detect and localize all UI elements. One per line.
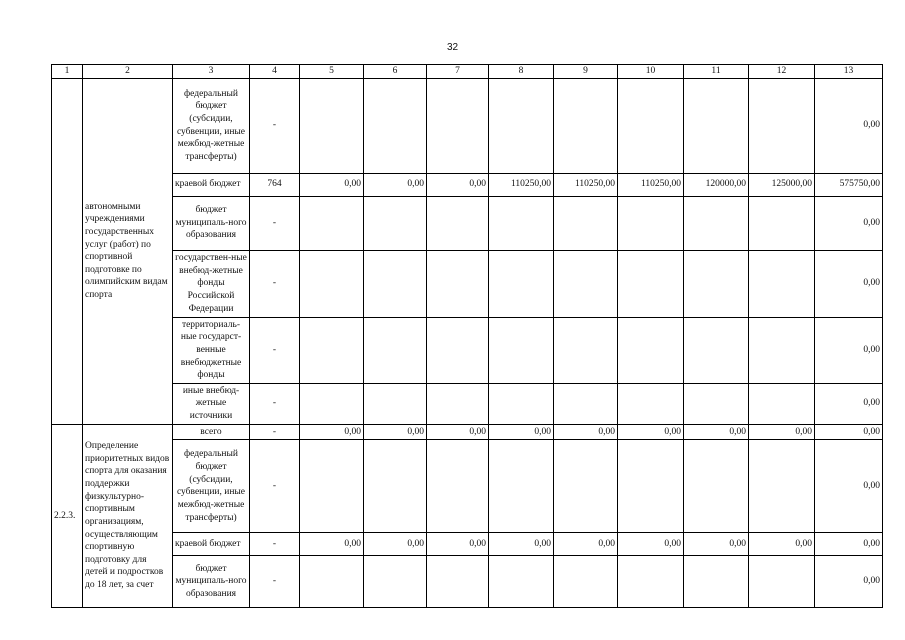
value-cell: [364, 196, 427, 250]
column-header: 1: [52, 65, 83, 79]
activity-description: Определение приоритетных видов спорта для оказания поддержки физкультурно-спортивным организациям, осуществляющим спортивную подготовку для детей и подростков до 18 лет, за счет: [83, 424, 173, 608]
code-cell: -: [250, 317, 300, 383]
column-header: 9: [554, 65, 618, 79]
column-header: 12: [749, 65, 815, 79]
funding-source: краевой бюджет: [173, 173, 250, 196]
column-header: 10: [618, 65, 684, 79]
value-cell: [427, 78, 489, 173]
value-cell: 110250,00: [554, 173, 618, 196]
value-cell: [489, 78, 554, 173]
value-cell: [749, 556, 815, 608]
value-cell: [427, 383, 489, 424]
column-header: 7: [427, 65, 489, 79]
value-cell: [554, 250, 618, 317]
code-cell: 764: [250, 173, 300, 196]
value-cell: [364, 383, 427, 424]
value-cell: 0,00: [427, 424, 489, 440]
value-cell: [364, 78, 427, 173]
table-row: [52, 78, 883, 173]
value-cell: [684, 440, 749, 533]
code-cell: -: [250, 556, 300, 608]
total-cell: 0,00: [815, 196, 883, 250]
value-cell: 0,00: [300, 533, 364, 556]
table-row: [52, 440, 883, 533]
funding-source: бюджет муниципаль-ного образования: [173, 196, 250, 250]
value-cell: [749, 317, 815, 383]
value-cell: 0,00: [749, 424, 815, 440]
value-cell: [489, 383, 554, 424]
column-header: 6: [364, 65, 427, 79]
value-cell: [749, 78, 815, 173]
total-cell: 0,00: [815, 78, 883, 173]
code-cell: -: [250, 424, 300, 440]
value-cell: 110250,00: [489, 173, 554, 196]
value-cell: 0,00: [684, 424, 749, 440]
column-header: 8: [489, 65, 554, 79]
total-cell: 575750,00: [815, 173, 883, 196]
table-row: [52, 317, 883, 383]
value-cell: [364, 317, 427, 383]
column-header: 13: [815, 65, 883, 79]
value-cell: [427, 317, 489, 383]
value-cell: 0,00: [554, 533, 618, 556]
table-row: [52, 424, 883, 440]
value-cell: [300, 78, 364, 173]
budget-table: [51, 64, 883, 608]
table-row: [52, 533, 883, 556]
funding-source: бюджет муниципаль-ного образования: [173, 556, 250, 608]
value-cell: [554, 556, 618, 608]
value-cell: 0,00: [749, 533, 815, 556]
value-cell: [618, 317, 684, 383]
value-cell: 110250,00: [618, 173, 684, 196]
value-cell: [300, 317, 364, 383]
value-cell: [618, 78, 684, 173]
value-cell: [749, 196, 815, 250]
value-cell: [618, 440, 684, 533]
value-cell: 0,00: [300, 173, 364, 196]
column-header: 3: [173, 65, 250, 79]
value-cell: [489, 556, 554, 608]
code-cell: -: [250, 533, 300, 556]
table-row: [52, 173, 883, 196]
value-cell: 0,00: [684, 533, 749, 556]
value-cell: 0,00: [618, 424, 684, 440]
value-cell: [684, 556, 749, 608]
value-cell: [618, 196, 684, 250]
funding-source: государствен-ные внебюд-жетные фонды Российской Федерации: [173, 250, 250, 317]
value-cell: [749, 440, 815, 533]
value-cell: [427, 250, 489, 317]
value-cell: [618, 556, 684, 608]
value-cell: [364, 440, 427, 533]
value-cell: [618, 383, 684, 424]
value-cell: 120000,00: [684, 173, 749, 196]
value-cell: 0,00: [554, 424, 618, 440]
value-cell: 125000,00: [749, 173, 815, 196]
code-cell: -: [250, 196, 300, 250]
value-cell: [489, 250, 554, 317]
funding-source: федеральный бюджет (субсидии, субвенции, иные межбюд-жетные трансферты): [173, 78, 250, 173]
value-cell: [427, 556, 489, 608]
column-header: 11: [684, 65, 749, 79]
page-number: 32: [446, 42, 459, 53]
row-number-cell: 2.2.3.: [52, 424, 83, 608]
row-number-cell: [52, 78, 83, 424]
column-header: 2: [83, 65, 173, 79]
value-cell: [300, 440, 364, 533]
value-cell: 0,00: [618, 533, 684, 556]
code-cell: -: [250, 440, 300, 533]
value-cell: [684, 196, 749, 250]
total-cell: 0,00: [815, 533, 883, 556]
value-cell: [300, 556, 364, 608]
total-cell: 0,00: [815, 250, 883, 317]
value-cell: 0,00: [364, 533, 427, 556]
header-row: [52, 65, 883, 79]
total-cell: 0,00: [815, 556, 883, 608]
value-cell: 0,00: [489, 533, 554, 556]
value-cell: [749, 383, 815, 424]
value-cell: [684, 317, 749, 383]
funding-source: иные внебюд-жетные источники: [173, 383, 250, 424]
value-cell: 0,00: [489, 424, 554, 440]
value-cell: [749, 250, 815, 317]
total-cell: 0,00: [815, 317, 883, 383]
value-cell: [684, 78, 749, 173]
value-cell: [300, 196, 364, 250]
value-cell: [618, 250, 684, 317]
value-cell: [489, 440, 554, 533]
code-cell: -: [250, 78, 300, 173]
value-cell: [684, 250, 749, 317]
value-cell: 0,00: [300, 424, 364, 440]
value-cell: [427, 196, 489, 250]
total-cell: 0,00: [815, 440, 883, 533]
funding-source: территориаль-ные государст-венные внебюджетные фонды: [173, 317, 250, 383]
value-cell: [489, 196, 554, 250]
activity-description: автономными учреждениями государственных услуг (работ) по спортивной подготовке по олимпийским видам спорта: [83, 78, 173, 424]
total-cell: 0,00: [815, 424, 883, 440]
value-cell: [554, 196, 618, 250]
funding-source: краевой бюджет: [173, 533, 250, 556]
value-cell: [684, 383, 749, 424]
funding-source: федеральный бюджет (субсидии, субвенции, иные межбюд-жетные трансферты): [173, 440, 250, 533]
value-cell: [554, 440, 618, 533]
value-cell: 0,00: [427, 173, 489, 196]
value-cell: [427, 440, 489, 533]
value-cell: [364, 556, 427, 608]
table-row: [52, 383, 883, 424]
value-cell: 0,00: [364, 173, 427, 196]
value-cell: [300, 383, 364, 424]
table-row: [52, 250, 883, 317]
value-cell: 0,00: [364, 424, 427, 440]
funding-source: всего: [173, 424, 250, 440]
code-cell: -: [250, 383, 300, 424]
value-cell: [554, 78, 618, 173]
column-header: 4: [250, 65, 300, 79]
total-cell: 0,00: [815, 383, 883, 424]
value-cell: [554, 383, 618, 424]
column-header: 5: [300, 65, 364, 79]
value-cell: [364, 250, 427, 317]
table-row: [52, 196, 883, 250]
value-cell: 0,00: [427, 533, 489, 556]
table-row: [52, 556, 883, 608]
value-cell: [300, 250, 364, 317]
value-cell: [554, 317, 618, 383]
code-cell: -: [250, 250, 300, 317]
value-cell: [489, 317, 554, 383]
